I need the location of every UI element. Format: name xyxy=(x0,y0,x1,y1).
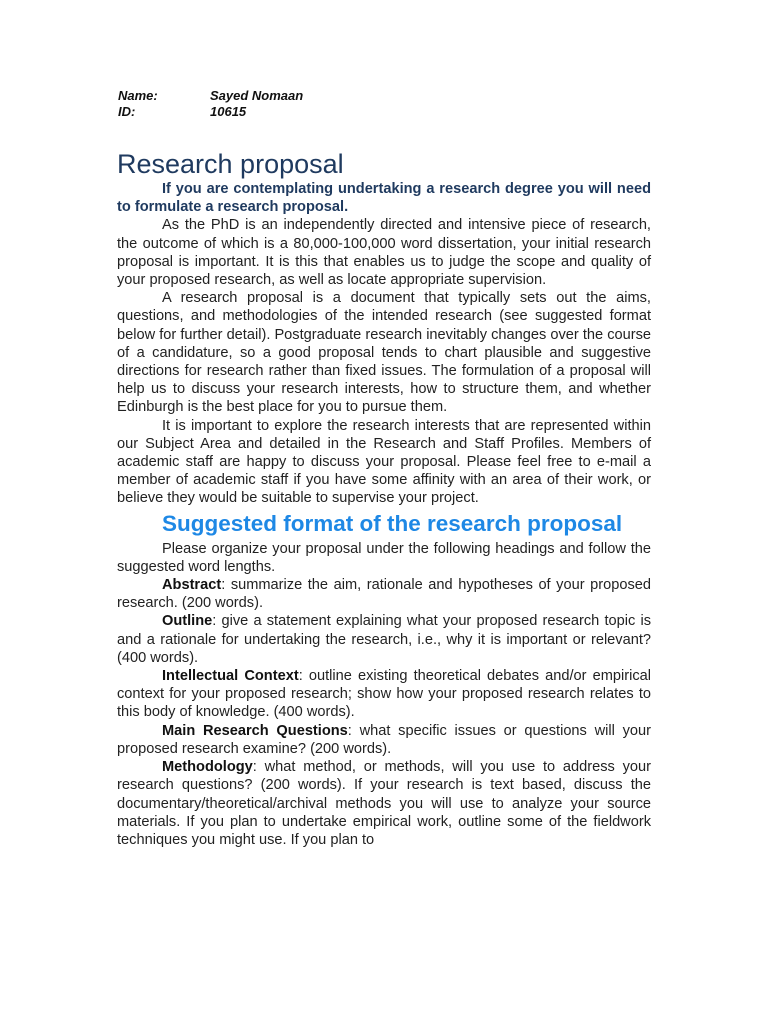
section-outline xyxy=(117,612,651,667)
name-label: Name: xyxy=(118,88,158,103)
name-row xyxy=(118,88,303,104)
section-term: Intellectual Context xyxy=(162,668,299,685)
section-abstract xyxy=(117,576,651,612)
id-row xyxy=(118,104,303,120)
section-term: Methodology xyxy=(162,759,253,776)
id-value: 10615 xyxy=(210,104,247,119)
paragraph-research-interests: It is important to explore the research interests that are represented within our Subject Area and detailed in the Research and Staff Profiles. Members of academic staff are happy to discuss your proposal. Please feel free to e-mail a member of academic staff if you have some affinity with an area of their work, or believe they would be suitable to supervise your project. xyxy=(117,417,651,507)
format-heading: Suggested format of the research proposal xyxy=(162,510,623,536)
id-label: ID: xyxy=(118,104,136,119)
format-intro: Please organize your proposal under the following headings and follow the suggested word lengths. xyxy=(117,540,651,575)
paragraph-proposal-definition: A research proposal is a document that typically sets out the aims, questions, and methodologies of the intended research (see suggested format below for further detail). Postgraduate research inevitably changes over the course of a candidature, so a good proposal tends to chart plausible and suggestive directions for research rather than fixed issues. The formulation of a proposal will help us to discuss your research interests, how to structure them, and whether Edinburgh is the best place for you to pursue them. xyxy=(117,290,651,416)
section-text: : what specific issues or questions will your proposed research examine? (200 words). xyxy=(117,722,651,757)
section-text: : outline existing theoretical debates and/or empirical context for your proposed research; show how your proposed research relates to this body of knowledge. (400 words). xyxy=(117,668,652,721)
section-term: Main Research Questions xyxy=(162,722,348,739)
section-term: Abstract xyxy=(162,577,222,594)
section-main-research-questions xyxy=(117,722,651,758)
section-term: Outline xyxy=(162,613,213,630)
section-intellectual-context xyxy=(117,667,651,722)
lead-paragraph: If you are contemplating undertaking a research degree you will need to formulate a research proposal. xyxy=(117,181,651,216)
section-text: : what method, or methods, will you use to address your research questions? (200 words). If your research is text based, discuss the documentary/theoretical/archival methods you will use to analyze your source materials. If you plan to undertake empirical work, outline some of the fieldwork techniques you might use. If you plan to xyxy=(117,759,651,848)
section-text: : give a statement explaining what your proposed research topic is and a rationale for undertaking the research, i.e., why it is important or relevant? (400 words). xyxy=(117,613,651,666)
document-body xyxy=(117,180,651,849)
document-title: Research proposal xyxy=(117,149,344,179)
section-methodology xyxy=(117,758,651,849)
author-info xyxy=(118,88,303,120)
paragraph-phd: As the PhD is an independently directed and intensive piece of research, the outcome of which is a 80,000-100,000 word dissertation, your initial research proposal is important. It is this that enables us to judge the scope and quality of your proposed research, as well as locate appropriate supervision. xyxy=(117,217,651,289)
section-text: : summarize the aim, rationale and hypotheses of your proposed research. (200 words). xyxy=(117,577,651,612)
name-value: Sayed Nomaan xyxy=(210,88,304,103)
